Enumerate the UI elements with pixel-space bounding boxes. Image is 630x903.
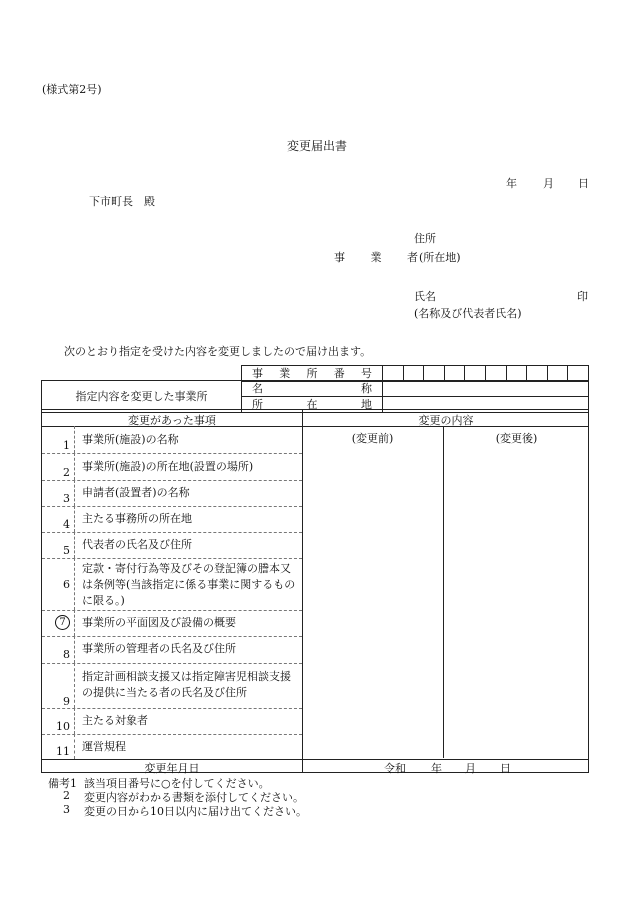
item-number-4: 4 bbox=[63, 518, 70, 531]
address-label: 住所 bbox=[414, 232, 436, 245]
item-label-7: 事業所の平面図及び設備の概要 bbox=[82, 616, 236, 629]
name-label: 氏名 bbox=[414, 290, 436, 303]
item-number-3: 3 bbox=[63, 492, 70, 505]
item-label-6: 定款・寄付行為等及びその登記簿の謄本又は条例等(当該指定に係る事業に関するものに限る。) bbox=[82, 562, 296, 607]
note-text-2: 変更内容がわかる書類を添付してください。 bbox=[84, 791, 304, 804]
item-number-6: 6 bbox=[63, 578, 70, 591]
business-label: 事 業 者 bbox=[334, 251, 418, 264]
item-label-3: 申請者(設置者)の名称 bbox=[82, 486, 190, 499]
form-number: (様式第2号) bbox=[42, 83, 102, 96]
header-content: 変更の内容 bbox=[418, 414, 474, 427]
item-number-7 bbox=[48, 615, 70, 630]
change-date-day: 日 bbox=[500, 762, 511, 775]
change-date-label: 変更年月日 bbox=[144, 762, 200, 775]
date-day-label: 日 bbox=[578, 177, 589, 190]
item-label-11: 運営規程 bbox=[82, 740, 126, 753]
header-items: 変更があった事項 bbox=[128, 414, 216, 427]
item-label-2: 事業所(施設)の所在地(設置の場所) bbox=[82, 460, 254, 473]
location-label: (所在地) bbox=[419, 251, 461, 264]
item-number-9: 9 bbox=[63, 695, 70, 708]
item-number-2: 2 bbox=[63, 466, 70, 479]
office-number-label: 事 業 所 番 号 bbox=[252, 367, 372, 380]
name-note: (名称及び代表者氏名) bbox=[414, 307, 522, 320]
note-text-1: 該当項目番号に○を付してください。 bbox=[84, 777, 270, 790]
item-number-10: 10 bbox=[56, 720, 70, 733]
header-after: (変更後) bbox=[495, 432, 538, 445]
addressee: 下市町長 殿 bbox=[89, 195, 155, 208]
office-box-label: 指定内容を変更した事業所 bbox=[42, 381, 242, 413]
item-label-10: 主たる対象者 bbox=[82, 714, 148, 727]
date-month-label: 月 bbox=[543, 177, 554, 190]
item-number-11: 11 bbox=[56, 745, 70, 758]
item-label-5: 代表者の氏名及び住所 bbox=[82, 538, 192, 551]
item-label-4: 主たる事務所の所在地 bbox=[82, 512, 192, 525]
office-name-field[interactable] bbox=[383, 381, 589, 397]
item-label-8: 事業所の管理者の氏名及び住所 bbox=[82, 642, 236, 655]
date-year-label: 年 bbox=[506, 177, 517, 190]
item-label-9: 指定計画相談支援又は指定障害児相談支援の提供に当たる者の氏名及び住所 bbox=[82, 670, 291, 699]
office-name-label: 名 称 bbox=[252, 382, 372, 395]
note-label-3: 3 bbox=[63, 803, 70, 816]
intro-text: 次のとおり指定を受けた内容を変更しましたので届け出ます。 bbox=[64, 345, 372, 358]
note-label-2: 2 bbox=[63, 789, 70, 802]
header-before: (変更前) bbox=[351, 432, 394, 445]
change-date-era: 令和 bbox=[384, 762, 406, 775]
item-number-8: 8 bbox=[63, 648, 70, 661]
change-table bbox=[41, 409, 589, 773]
office-location-label: 所 在 地 bbox=[252, 398, 372, 411]
change-date-year: 年 bbox=[431, 762, 442, 775]
item-label-1: 事業所(施設)の名称 bbox=[82, 433, 179, 446]
page-title: 変更届出書 bbox=[287, 139, 348, 153]
change-date-month: 月 bbox=[465, 762, 476, 775]
item-number-1: 1 bbox=[63, 439, 70, 452]
circle-mark: 7 bbox=[55, 615, 70, 630]
seal-mark: 印 bbox=[577, 290, 588, 303]
note-text-3: 変更の日から10日以内に届け出てください。 bbox=[84, 805, 307, 818]
item-number-5: 5 bbox=[63, 544, 70, 557]
note-label-1: 備考1 bbox=[48, 777, 77, 790]
